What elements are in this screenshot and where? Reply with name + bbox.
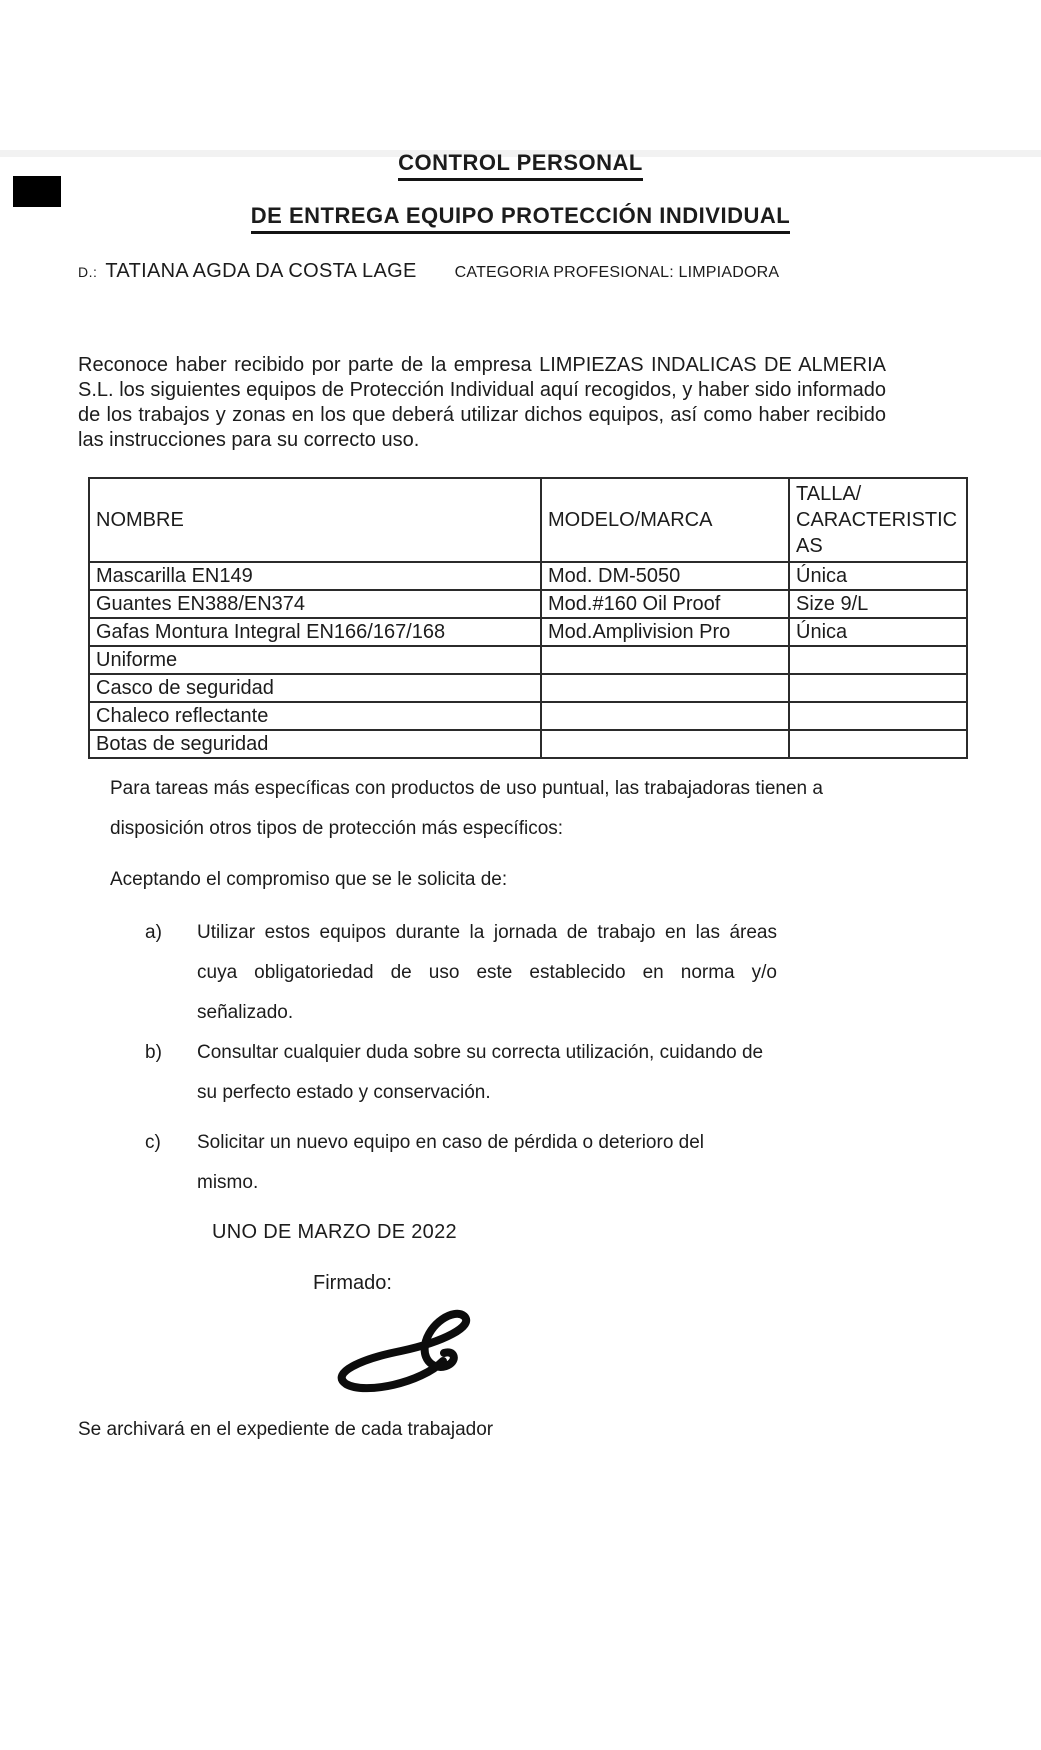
holder-prefix: D.:: [78, 264, 98, 280]
holder-name: TATIANA AGDA DA COSTA LAGE: [105, 260, 417, 282]
commitment-label: c): [145, 1132, 161, 1153]
table-cell-modelo: Mod.#160 Oil Proof: [541, 590, 789, 618]
holder-line: [78, 260, 963, 283]
table-cell-modelo: Mod.Amplivision Pro: [541, 618, 789, 646]
table-cell-talla: [789, 730, 967, 758]
commitment-text: Solicitar un nuevo equipo en caso de pérdida o deterioro del mismo.: [197, 1132, 705, 1193]
commitment-text: Consultar cualquier duda sobre su correcta utilización, cuidando de su perfecto estado y conservación.: [197, 1042, 764, 1103]
table-cell-nombre: Botas de seguridad: [89, 730, 541, 758]
table-cell-nombre: Chaleco reflectante: [89, 702, 541, 730]
signature-scribble: [325, 1309, 485, 1399]
commitment-item-c: [145, 1123, 963, 1203]
table-row: [89, 674, 967, 702]
commitment-label: a): [145, 922, 162, 943]
commitment-item-b: [145, 1033, 963, 1113]
table-cell-modelo: [541, 730, 789, 758]
column-header-nombre: NOMBRE: [89, 478, 541, 562]
professional-category: CATEGORIA PROFESIONAL: LIMPIADORA: [454, 264, 780, 281]
equipment-table: [88, 477, 968, 759]
table-cell-modelo: [541, 674, 789, 702]
table-cell-nombre: Casco de seguridad: [89, 674, 541, 702]
table-cell-modelo: [541, 702, 789, 730]
table-header-row: [89, 478, 967, 562]
commitment-intro: Aceptando el compromiso que se le solicita de:: [110, 869, 508, 890]
table-cell-talla: [789, 702, 967, 730]
post-table-note: Para tareas más específicas con productos de uso puntual, las trabajadoras tienen a disposición otros tipos de protección más específicos:: [110, 778, 823, 839]
table-row: [89, 646, 967, 674]
table-cell-modelo: [541, 646, 789, 674]
table-row: [89, 730, 967, 758]
table-cell-modelo: Mod. DM-5050: [541, 562, 789, 590]
table-cell-nombre: Gafas Montura Integral EN166/167/168: [89, 618, 541, 646]
archive-note: Se archivará en el expediente de cada trabajador: [78, 1419, 494, 1440]
table-cell-nombre: Uniforme: [89, 646, 541, 674]
table-row: [89, 590, 967, 618]
commitment-list: [145, 913, 963, 1203]
table-row: [89, 702, 967, 730]
commitment-label: b): [145, 1042, 162, 1063]
table-cell-talla: Única: [789, 562, 967, 590]
document-page: [0, 150, 1041, 1441]
commitment-text: Utilizar estos equipos durante la jornada de trabajo en las áreas cuya obligatoriedad de uso este establecido en norma y/o señalizado.: [197, 922, 777, 1023]
column-header-modelo-marca: MODELO/MARCA: [541, 478, 789, 562]
page-subtitle: DE ENTREGA EQUIPO PROTECCIÓN INDIVIDUAL: [78, 203, 963, 234]
column-header-talla-caracteristicas: TALLA/ CARACTERISTIC AS: [789, 478, 967, 562]
table-row: [89, 618, 967, 646]
table-cell-nombre: Mascarilla EN149: [89, 562, 541, 590]
table-cell-talla: Size 9/L: [789, 590, 967, 618]
table-row: [89, 562, 967, 590]
signature-icon: [325, 1309, 485, 1399]
intro-paragraph: Reconoce haber recibido por parte de la empresa LIMPIEZAS INDALICAS DE ALMERIA S.L. los siguientes equipos de Protección Individual aquí recogidos, y haber sido informado de los trabajos y zonas en los que deberá utilizar dichos equipos, así como haber recibido las instrucciones para su correcto uso.: [78, 354, 886, 451]
date-line: UNO DE MARZO DE 2022: [212, 1221, 457, 1243]
table-cell-talla: [789, 646, 967, 674]
commitment-item-a: [145, 913, 963, 1033]
signed-label: Firmado:: [313, 1272, 392, 1294]
table-cell-nombre: Guantes EN388/EN374: [89, 590, 541, 618]
table-cell-talla: Única: [789, 618, 967, 646]
page-title: CONTROL PERSONAL: [78, 150, 963, 181]
table-cell-talla: [789, 674, 967, 702]
